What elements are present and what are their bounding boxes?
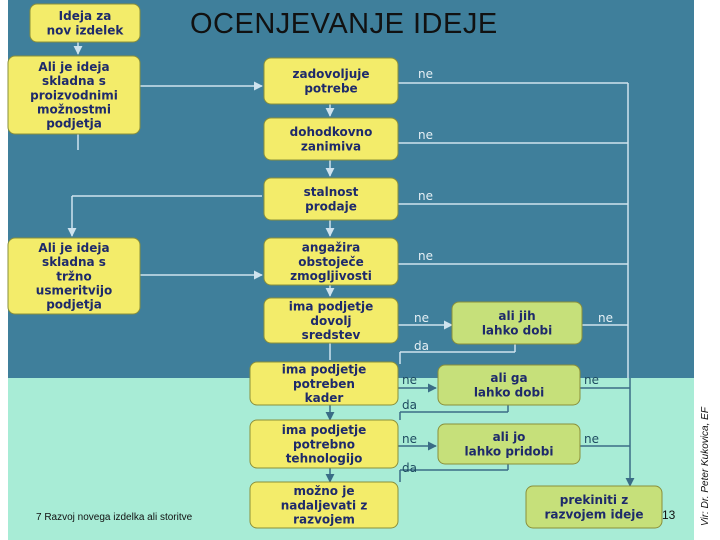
alt-can-get-technology	[438, 424, 580, 464]
step-has-technology-text-line: tehnologijo	[285, 451, 363, 466]
no-label-funds-alt: ne	[598, 311, 613, 325]
step-uses-capacity-text-line: zmogljivosti	[290, 268, 372, 283]
alt-can-get-staff-text-line: ali ga	[490, 371, 528, 386]
start-box-text-line: nov izdelek	[46, 23, 124, 38]
step-profitable-text-line: dohodkovno	[289, 125, 373, 140]
step-steady-sales-text-line: stalnost	[303, 185, 359, 200]
source-credit-text: Vir: Dr. Peter Kukovica, EF	[700, 407, 711, 526]
left-decision-production-text-line: skladna s	[42, 74, 106, 89]
step-profitable	[264, 118, 398, 160]
step-enough-funds-text-line: sredstev	[301, 327, 361, 342]
step-enough-funds-text-line: ima podjetje	[288, 299, 374, 314]
outcome-stop-text-line: prekiniti z	[559, 493, 629, 508]
alt-can-get-funds-text-line: lahko dobi	[481, 323, 553, 338]
no-label-technology-alt: ne	[584, 432, 599, 446]
step-has-staff	[250, 362, 398, 405]
left-decision-production-text-line: podjetja	[46, 116, 102, 131]
left-decision-market-text-line: Ali je ideja	[38, 241, 110, 255]
no-label-needs: ne	[418, 67, 433, 81]
step-meets-needs-text-line: potrebe	[304, 81, 358, 96]
start-box	[30, 4, 140, 42]
step-has-technology	[250, 420, 398, 468]
step-steady-sales	[264, 178, 398, 220]
no-label-funds: ne	[414, 311, 429, 325]
left-decision-production-text-line: proizvodnimi	[30, 88, 118, 103]
step-uses-capacity-text-line: obstoječe	[298, 254, 364, 269]
left-decision-market-text-line: podjetja	[46, 297, 102, 312]
left-decision-production-text-line: možnostmi	[36, 102, 112, 117]
alt-can-get-technology-text-line: lahko pridobi	[464, 444, 554, 459]
step-has-staff-text-line: kader	[304, 390, 344, 405]
slide-title: OCENJEVANJE IDEJE	[190, 8, 498, 40]
left-decision-production	[8, 56, 140, 134]
no-label-profitable: ne	[418, 128, 433, 142]
source-credit	[698, 398, 712, 528]
yes-label-funds: da	[414, 339, 429, 353]
alt-can-get-funds	[452, 302, 582, 344]
alt-can-get-staff	[438, 365, 580, 405]
no-label-sales: ne	[418, 189, 433, 203]
yes-label-staff: da	[402, 398, 417, 412]
alt-can-get-technology-text-line: ali jo	[492, 430, 526, 445]
alt-can-get-funds-text-line: ali jih	[498, 309, 536, 324]
left-decision-market-text-line: tržno	[56, 269, 92, 284]
step-has-technology-text-line: ima podjetje	[281, 423, 367, 438]
outcome-stop-text-line: razvojem ideje	[544, 507, 644, 522]
step-uses-capacity-text-line: angažira	[301, 240, 361, 255]
step-enough-funds	[264, 298, 398, 343]
left-decision-market-text-line: usmeritvijo	[35, 283, 113, 298]
left-decision-market-text-line: skladna s	[42, 255, 106, 270]
no-label-staff: ne	[402, 373, 417, 387]
step-profitable-text-line: zanimiva	[300, 139, 362, 154]
start-box-text-line: Ideja za	[58, 9, 112, 24]
step-meets-needs	[264, 58, 398, 104]
step-meets-needs-text-line: zadovoljuje	[292, 67, 370, 82]
no-label-technology: ne	[402, 432, 417, 446]
alt-can-get-staff-text-line: lahko dobi	[473, 385, 545, 400]
step-has-technology-text-line: potrebno	[292, 437, 356, 452]
step-has-staff-text-line: potreben	[293, 376, 355, 391]
left-decision-production-text-line: Ali je ideja	[38, 60, 110, 74]
page-number: 13	[662, 508, 676, 522]
left-decision-market	[8, 238, 140, 314]
slide-footer: 7 Razvoj novega izdelka ali storitve	[36, 512, 193, 523]
yes-label-technology: da	[402, 461, 417, 475]
step-has-staff-text-line: ima podjetje	[281, 362, 367, 377]
no-label-staff-alt: ne	[584, 373, 599, 387]
branch-labels	[402, 67, 613, 475]
outcome-proceed-text-line: razvojem	[293, 512, 355, 527]
outcome-proceed	[250, 482, 398, 528]
step-steady-sales-text-line: prodaje	[305, 199, 357, 214]
step-enough-funds-text-line: dovolj	[310, 313, 352, 328]
no-label-capacity: ne	[418, 249, 433, 263]
step-uses-capacity	[264, 238, 398, 285]
outcome-proceed-text-line: nadaljevati z	[280, 498, 368, 513]
outcome-proceed-text-line: možno je	[293, 484, 355, 499]
outcome-stop	[526, 486, 662, 528]
